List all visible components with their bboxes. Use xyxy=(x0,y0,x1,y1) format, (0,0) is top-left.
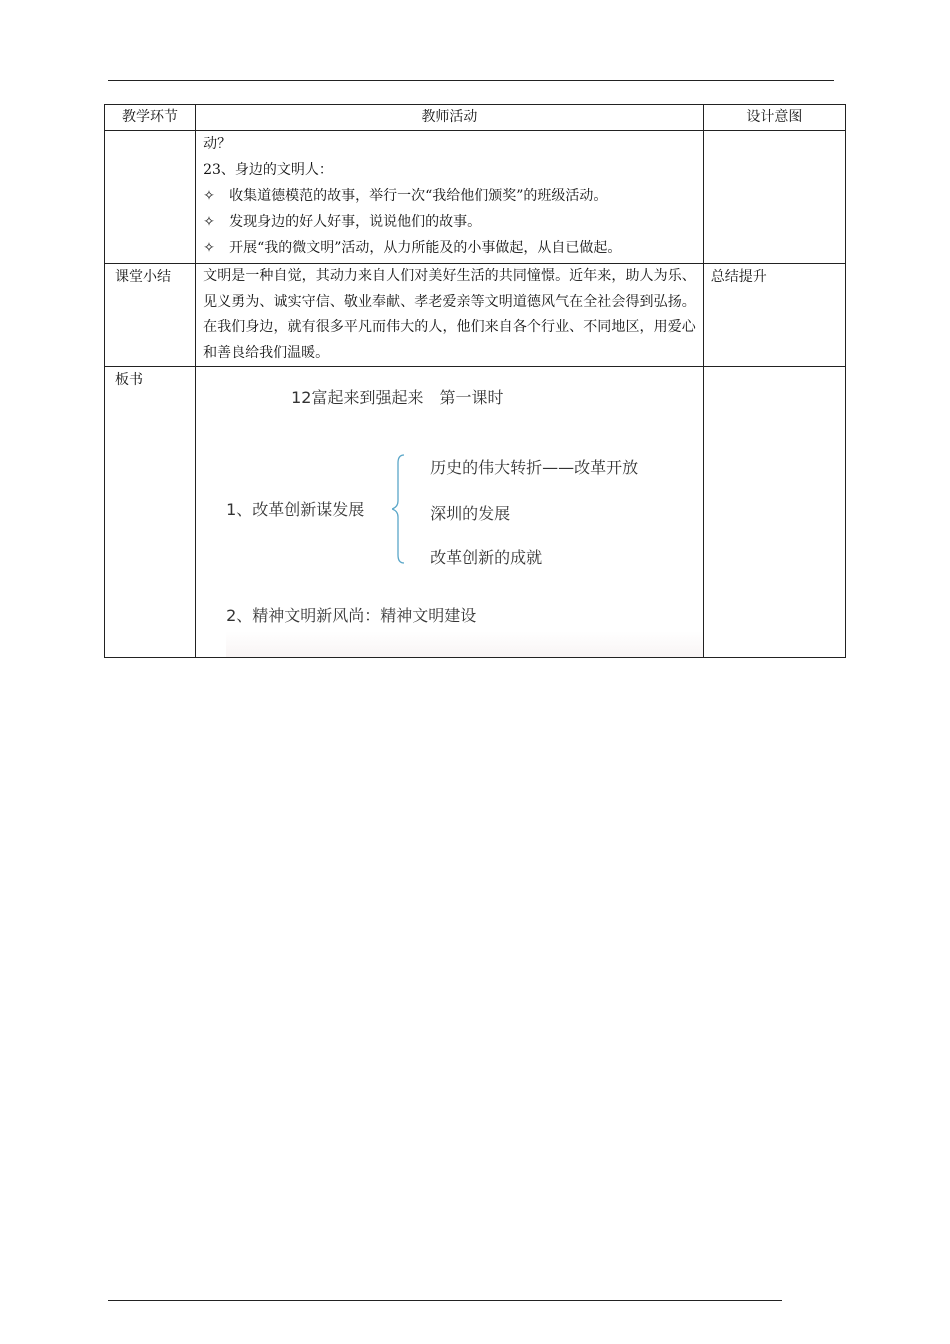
board-main-point: 1、改革创新谋发展 xyxy=(226,500,365,519)
activity-line-2: 23、身边的文明人： xyxy=(203,162,333,178)
table-header-row xyxy=(105,105,846,131)
summary-intent: 总结提升 xyxy=(703,264,845,367)
activity-line-1: 动？ xyxy=(203,136,232,152)
diamond-bullet-icon: ✧ xyxy=(203,240,215,256)
header-teaching-stage: 教学环节 xyxy=(105,105,196,131)
summary-text: 文明是一种自觉，其动力来自人们对美好生活的共同憧憬。近年来，助人为乐、见义勇为、诚实守信、敬业奉献、孝老爱亲等文明道德风气在全社会得到弘扬。在我们身边，就有很多平凡而伟大的人，他们来自各个行业、不同地区，用爱心和善良给我们温暖。 xyxy=(196,264,704,367)
activity-cell xyxy=(196,131,704,264)
board-second-point: 2、精神文明新风尚：精神文明建设 xyxy=(226,606,477,625)
board-label: 板书 xyxy=(105,367,196,658)
footer-rule xyxy=(108,1300,782,1301)
board-sub-point-2: 深圳的发展 xyxy=(430,504,511,523)
blackboard-cell xyxy=(196,367,704,658)
header-teacher-activity: 教师活动 xyxy=(196,105,704,131)
activity-bullet-1: ✧ 收集道德模范的故事，举行一次“我给他们颁奖”的班级活动。 xyxy=(203,183,696,209)
board-sub-point-3: 改革创新的成就 xyxy=(430,548,543,567)
brace-icon xyxy=(392,453,410,565)
header-rule xyxy=(108,80,834,81)
board-intent-empty xyxy=(703,367,845,658)
stage-cell-empty xyxy=(105,131,196,264)
activity-bullet-3: ✧ 开展“我的微文明”活动，从力所能及的小事做起，从自已做起。 xyxy=(203,235,696,261)
diamond-bullet-icon: ✧ xyxy=(203,188,215,204)
lesson-plan-table xyxy=(104,104,846,658)
diamond-bullet-icon: ✧ xyxy=(203,214,215,230)
header-design-intent: 设计意图 xyxy=(703,105,845,131)
table-row-summary xyxy=(105,264,846,367)
summary-label: 课堂小结 xyxy=(105,264,196,367)
board-title: 12富起来到强起来 第一课时 xyxy=(291,388,504,407)
board-sub-point-1: 历史的伟大转折——改革开放 xyxy=(430,458,639,477)
table-row-board xyxy=(105,367,846,658)
activity-bullet-2: ✧ 发现身边的好人好事，说说他们的故事。 xyxy=(203,209,696,235)
intent-cell-empty xyxy=(703,131,845,264)
table-row-activity xyxy=(105,131,846,264)
